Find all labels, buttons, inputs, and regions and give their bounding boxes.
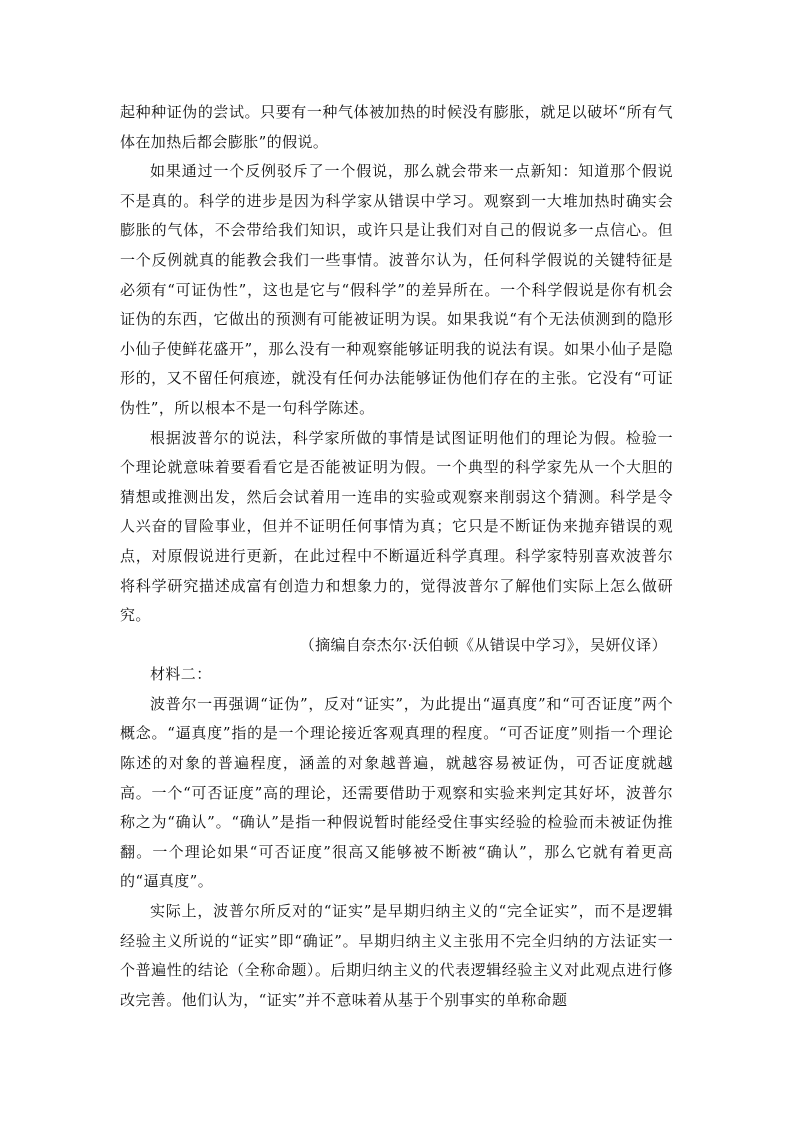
material-two-heading: 材料二： [150, 665, 212, 684]
paragraph-continued: 起种种证伪的尝试。只要有一种气体被加热的时候没有膨胀，就足以破坏“所有气体在加热后都会膨胀”的假说。 [120, 103, 673, 151]
paragraph-falsification: 根据波普尔的说法，科学家所做的事情是试图证明他们的理论为假。检验一个理论就意味着要看看它是否能被证明为假。一个典型的科学家先从一个大胆的猜想或推测出发，然后会试着用一连串的实验或观察来削弱这个猜测。科学是令人兴奋的冒险事业，但并不证明任何事情为真；它只是不断证伪来抛弃错误的观点，对原假说进行更新，在此过程中不断逼近科学真理。科学家特别喜欢波普尔将科学研究描述成富有创造力和想象力的，觉得波普尔了解他们实际上怎么做研究。 [120, 428, 673, 625]
paragraph-refutation: 如果通过一个反例驳斥了一个假说，那么就会带来一点新知：知道那个假说不是真的。科学的进步是因为科学家从错误中学习。观察到一大堆加热时确实会膨胀的气体，不会带给我们知识，或许只是让我们对自己的假说多一点信心。但一个反例就真的能教会我们一些事情。波普尔认为，任何科学假说的关键特征是必须有“可证伪性”，这也是它与“假科学”的差异所在。一个科学假说是你有机会证伪的东西，它做出的预测有可能被证明为误。如果我说“有个无法侦测到的隐形小仙子使鲜花盛开”，那么没有一种观察能够证明我的说法有误。如果小仙子是隐形的，又不留任何痕迹，就没有任何办法能够证伪他们存在的主张。它没有“可证伪性”，所以根本不是一句科学陈述。 [120, 162, 673, 417]
paragraph-verification: 实际上，波普尔所反对的“证实”是早期归纳主义的“完全证实”，而不是逻辑经验主义所说的“证实”即“确证”。早期归纳主义主张用不完全归纳的方法证实一个普遍性的结论（全称命题）。后期归纳主义的代表逻辑经验主义对此观点进行修改完善。他们认为，“证实”并不意味着从基于个别事实的单称命题 [120, 902, 673, 1009]
document-body [120, 98, 673, 1015]
paragraph-verisimilitude: 波普尔一再强调“证伪”，反对“证实”，为此提出“逼真度”和“可否证度”两个概念。“逼真度”指的是一个理论接近客观真理的程度。“可否证度”则指一个理论陈述的对象的普遍程度，涵盖的对象越普遍，就越容易被证伪，可否证度就越高。一个“可否证度”高的理论，还需要借助于观察和实验来判定其好坏，波普尔称之为“确认”。“确认”是指一种假说暂时能经受住事实经验的检验而未被证伪推翻。一个理论如果“可否证度”很高又能够被不断被“确认”，那么它就有着更高的“逼真度”。 [120, 694, 673, 891]
source-citation: （摘编自奈杰尔·沃伯顿《从错误中学习》，吴妍仪译） [299, 635, 667, 654]
